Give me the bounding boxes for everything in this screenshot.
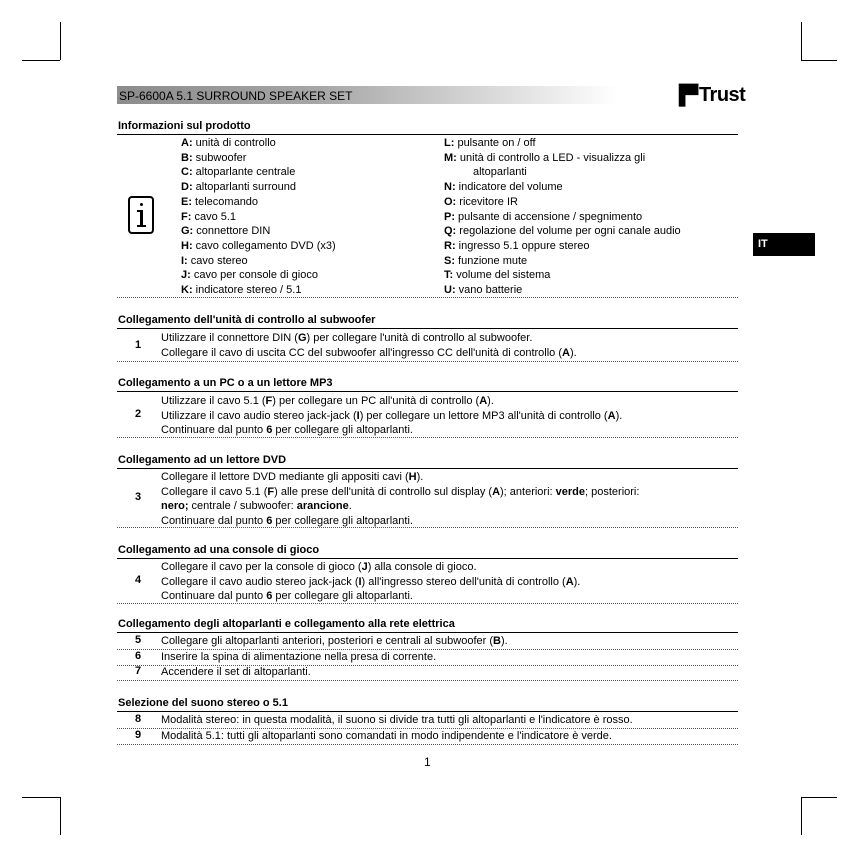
text-run: Collegare gli altoparlanti anteriori, posteriori e centrali al subwoofer ( — [161, 635, 493, 647]
component-item — [444, 224, 681, 238]
component-label: unità di controllo — [192, 137, 276, 149]
step-line — [161, 514, 413, 528]
component-item — [181, 224, 270, 238]
component-label: cavo collegamento DVD (x3) — [192, 239, 336, 252]
crop-mark — [60, 22, 61, 60]
step-line — [161, 589, 413, 603]
text-run: Utilizzare il connettore DIN ( — [161, 332, 298, 344]
component-label: volume del sistema — [453, 269, 551, 282]
component-key: C: — [181, 166, 193, 179]
text-run: ); anteriori: — [500, 485, 556, 498]
component-item — [181, 165, 295, 179]
section-title: Collegamento dell'unità di controllo al subwoofer — [118, 314, 376, 326]
step-line — [161, 560, 477, 574]
text-run: ). — [615, 409, 623, 422]
component-item — [181, 151, 246, 165]
component-label: pulsante on / off — [454, 137, 536, 149]
trust-logo-mark: ▐▀ — [672, 85, 698, 106]
component-item — [444, 195, 518, 209]
section-title: Collegamento ad un lettore DVD — [118, 454, 287, 466]
trust-logo — [672, 84, 745, 107]
text-run: Continuare dal punto — [161, 515, 267, 528]
component-key: H: — [181, 239, 193, 252]
section-title: Collegamento degli altoparlanti e collegamento alla rete elettrica — [118, 618, 455, 630]
step-line — [161, 485, 639, 499]
step-line — [161, 713, 633, 727]
component-key: P: — [444, 210, 455, 223]
section-rule — [117, 558, 738, 559]
text-run: ) alla console di gioco. — [367, 561, 477, 573]
emphasis: J — [361, 561, 368, 573]
emphasis: G — [297, 332, 307, 344]
component-item — [444, 151, 645, 165]
component-label: ricevitore IR — [456, 195, 518, 208]
crop-mark — [22, 60, 60, 61]
crop-mark — [22, 797, 60, 798]
component-item — [444, 283, 522, 297]
component-key: N: — [444, 181, 456, 194]
text-run: ). — [569, 346, 577, 359]
component-label: cavo per console di gioco — [190, 269, 318, 282]
emphasis: 6 — [266, 590, 273, 603]
step-line — [161, 729, 612, 743]
step-number: 5 — [134, 634, 142, 646]
component-item — [444, 268, 550, 282]
text-run: Collegare il lettore DVD mediante gli appositi cavi ( — [161, 471, 409, 483]
section-divider — [117, 437, 738, 438]
component-label: cavo 5.1 — [191, 210, 237, 223]
section-divider — [117, 527, 738, 528]
step-line — [161, 346, 577, 360]
emphasis: F — [265, 395, 273, 407]
language-tab: IT — [753, 233, 815, 256]
text-run: centrale / subwoofer: — [188, 500, 297, 513]
text-run: Accendere il set di altoparlanti. — [161, 666, 311, 678]
component-item — [444, 239, 590, 253]
step-line — [161, 499, 352, 513]
crop-mark — [801, 797, 802, 835]
row-divider — [117, 680, 738, 681]
step-line — [161, 423, 413, 437]
component-item — [181, 195, 258, 209]
text-run: Collegare il cavo 5.1 ( — [161, 485, 268, 498]
trust-logo-text: Trust — [698, 84, 746, 106]
step-number: 4 — [134, 574, 142, 586]
emphasis: arancione — [296, 500, 349, 513]
step-number: 3 — [134, 491, 142, 503]
emphasis: F — [267, 485, 275, 498]
component-label: funzione mute — [455, 254, 528, 267]
component-label: pulsante di accensione / spegnimento — [455, 210, 643, 223]
step-line — [161, 331, 532, 345]
emphasis: A — [479, 395, 488, 407]
text-run: Inserire la spina di alimentazione nella presa di corrente. — [161, 650, 437, 663]
component-key: G: — [181, 225, 194, 238]
component-key: E: — [181, 195, 192, 208]
component-key: J: — [181, 269, 191, 282]
component-key: F: — [181, 210, 192, 223]
component-item — [181, 180, 296, 194]
step-line — [161, 650, 436, 664]
text-run: ) per collegare un PC all'unità di controllo ( — [272, 395, 480, 407]
component-label: subwoofer — [192, 151, 247, 164]
text-run: Utilizzare il cavo 5.1 ( — [161, 395, 266, 407]
emphasis: A — [607, 409, 616, 422]
component-label: unità di controllo a LED - visualizza gli — [456, 151, 646, 164]
component-label: altoparlante centrale — [192, 166, 296, 179]
component-label: ingresso 5.1 oppure stereo — [455, 239, 590, 252]
section-rule — [117, 632, 738, 633]
text-run: Modalità stereo: in questa modalità, il suono si divide tra tutti gli altoparlanti e l'indicatore è rosso. — [161, 714, 633, 726]
section-rule — [117, 391, 738, 392]
component-key: B: — [181, 151, 193, 164]
component-label: indicatore del volume — [455, 181, 563, 194]
section-title: Collegamento a un PC o a un lettore MP3 — [118, 377, 333, 389]
component-key: M: — [444, 151, 457, 164]
component-label: vano batterie — [455, 284, 523, 296]
step-number: 2 — [134, 408, 142, 420]
component-key: Q: — [444, 225, 457, 238]
component-key: U: — [444, 284, 456, 296]
component-item — [181, 283, 301, 297]
section-rule — [117, 711, 738, 712]
text-run: ) all'ingresso stereo dell'unità di controllo ( — [361, 575, 566, 588]
component-label: altoparlanti surround — [192, 181, 296, 194]
emphasis: B — [493, 635, 501, 647]
text-run: ). — [500, 635, 508, 647]
component-item — [444, 254, 527, 268]
text-run: Collegare il cavo audio stereo jack-jack ( — [161, 575, 359, 588]
component-label: telecomando — [192, 195, 259, 208]
emphasis: I — [358, 575, 362, 588]
text-run: Modalità 5.1: tutti gli altoparlanti sono comandati in modo indipendente e l'indicatore è verde. — [161, 730, 612, 742]
section-divider — [117, 603, 738, 604]
component-item — [181, 254, 248, 268]
component-item — [181, 210, 236, 224]
component-item — [444, 180, 563, 194]
emphasis: A — [565, 575, 574, 588]
step-line — [161, 575, 580, 589]
emphasis: I — [356, 409, 360, 422]
component-item — [473, 165, 527, 179]
text-run: Collegare il cavo di uscita CC del subwoofer all'ingresso CC dell'unità di controllo ( — [161, 346, 563, 359]
info-icon — [128, 196, 154, 234]
step-number: 6 — [134, 649, 142, 662]
step-number: 8 — [134, 713, 142, 725]
text-run: ). — [487, 395, 494, 407]
component-item — [181, 239, 336, 253]
component-key: L: — [444, 137, 455, 149]
crop-mark — [801, 60, 837, 61]
crop-mark — [60, 797, 61, 835]
component-label: cavo stereo — [187, 254, 248, 267]
component-item — [444, 210, 642, 224]
emphasis: 6 — [266, 424, 273, 437]
step-number: 9 — [134, 729, 142, 741]
emphasis: A — [562, 346, 570, 359]
crop-mark — [801, 22, 802, 60]
step-number: 7 — [134, 665, 142, 677]
page-number: 1 — [424, 755, 431, 769]
component-key: T: — [444, 269, 454, 282]
text-run: ) alle prese dell'unità di controllo sul display ( — [274, 485, 493, 498]
component-key: S: — [444, 254, 455, 267]
crop-mark — [801, 797, 837, 798]
section-divider — [117, 297, 738, 298]
component-key: D: — [181, 181, 193, 194]
component-key: A: — [181, 137, 193, 149]
emphasis: 6 — [266, 515, 273, 528]
section-rule — [117, 134, 738, 135]
emphasis: H — [408, 471, 417, 483]
text-run: . — [348, 500, 352, 513]
emphasis: A — [492, 485, 501, 498]
component-key: O: — [444, 195, 457, 208]
section-title: Selezione del suono stereo o 5.1 — [118, 697, 288, 709]
text-run: ) per collegare l'unità di controllo al subwoofer. — [306, 332, 533, 344]
component-label: connettore DIN — [193, 225, 271, 238]
section-rule — [117, 328, 738, 329]
product-info-title: Informazioni sul prodotto — [118, 120, 251, 132]
component-item — [444, 136, 536, 150]
step-line — [161, 470, 423, 484]
component-key: R: — [444, 239, 456, 252]
section-divider — [117, 361, 738, 362]
text-run: per collegare gli altoparlanti. — [272, 590, 413, 603]
component-label: regolazione del volume per ogni canale audio — [456, 225, 681, 238]
row-divider — [117, 744, 738, 745]
text-run: ) per collegare un lettore MP3 all'unità di controllo ( — [359, 409, 608, 422]
text-run: per collegare gli altoparlanti. — [272, 424, 413, 437]
component-key: I: — [181, 254, 188, 267]
component-item — [181, 136, 276, 150]
text-run: per collegare gli altoparlanti. — [272, 515, 413, 528]
component-item — [181, 268, 318, 282]
text-run: Continuare dal punto — [161, 590, 267, 603]
section-rule — [117, 468, 738, 469]
header-title: SP-6600A 5.1 SURROUND SPEAKER SET — [119, 89, 353, 103]
emphasis: verde — [555, 485, 586, 498]
step-line — [161, 394, 494, 408]
text-run: Utilizzare il cavo audio stereo jack-jack ( — [161, 409, 357, 422]
component-label: altoparlanti — [473, 166, 527, 179]
text-run: Collegare il cavo per la console di gioco ( — [161, 561, 362, 573]
step-line — [161, 634, 508, 648]
component-key: K: — [181, 284, 193, 296]
step-line — [161, 665, 311, 679]
text-run: Continuare dal punto — [161, 424, 267, 437]
section-title: Collegamento ad una console di gioco — [118, 544, 320, 556]
text-run: ). — [416, 471, 424, 483]
text-run: ). — [573, 575, 581, 588]
step-number: 1 — [134, 339, 142, 351]
component-label: indicatore stereo / 5.1 — [192, 284, 302, 296]
text-run: ; posteriori: — [585, 485, 640, 498]
emphasis: nero; — [161, 500, 189, 513]
step-line — [161, 409, 622, 423]
